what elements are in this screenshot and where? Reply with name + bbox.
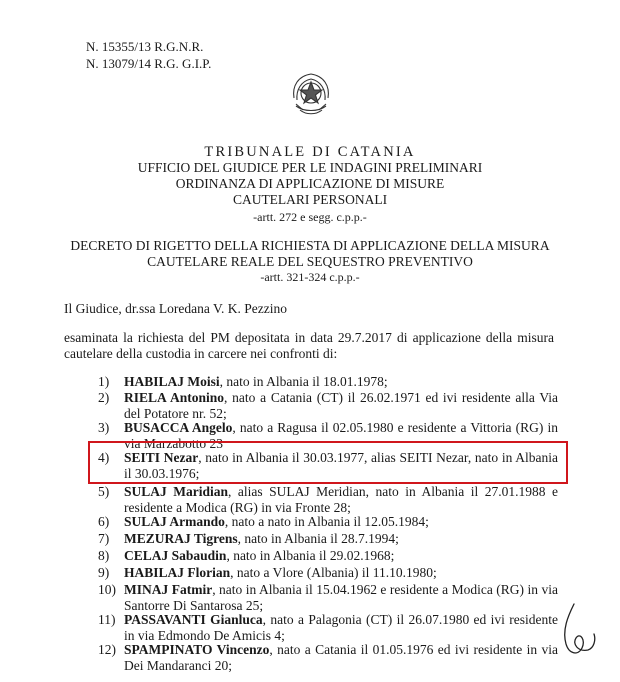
defendant-name: MEZURAJ Tigrens bbox=[124, 531, 238, 546]
defendant-name: PASSAVANTI Gianluca bbox=[124, 612, 263, 627]
measures-title: CAUTELARI PERSONALI bbox=[232, 192, 388, 207]
item-number: 2) bbox=[98, 390, 110, 405]
decree-line-2: CAUTELARE REALE DEL SEQUESTRO PREVENTIVO bbox=[147, 254, 473, 269]
decree-articles: -artt. 321-324 c.p.p.- bbox=[260, 270, 360, 284]
defendant-name: SEITI Nezar bbox=[124, 450, 199, 465]
defendant-details: , nato in Albania il 15.04.1962 e residente a Modica (RG) in via Santorre Di Santarosa 25; bbox=[124, 582, 558, 613]
defendant-details: , nato a Vlore (Albania) il 11.10.1980; bbox=[230, 565, 437, 580]
court-articles: -artt. 272 e segg. c.p.p.- bbox=[253, 210, 367, 224]
defendant-details: , alias SULAJ Meridian, nato in Albania il 27.01.1988 e residente a Modica (RG) in via Fronte 28; bbox=[124, 484, 558, 515]
highlight-box bbox=[88, 441, 568, 484]
defendant-details: , nato a nato in Albania il 12.05.1984; bbox=[224, 514, 429, 529]
item-number: 9) bbox=[98, 565, 110, 580]
defendant-details: , nato a Ragusa il 02.05.1980 e residente a Vittoria (RG) in via Marzabotto 23 bbox=[124, 420, 558, 451]
defendant-details: , nato a Catania il 01.05.1976 ed ivi residente in via Dei Mandaranci 20; bbox=[124, 642, 559, 673]
item-number: 12) bbox=[98, 642, 116, 657]
defendant-details: , nato a Palagonia (CT) il 26.07.1980 ed ivi residente in via Edmondo De Amicis 4; bbox=[124, 612, 559, 643]
item-number: 10) bbox=[98, 582, 116, 597]
defendant-name: CELAJ Sabaudin bbox=[124, 548, 227, 563]
defendant-name: MINAJ Fatmir bbox=[124, 582, 213, 597]
defendant-name: BUSACCA Angelo bbox=[124, 420, 233, 435]
item-number: 1) bbox=[98, 374, 110, 389]
defendant-name: SPAMPINATO Vincenzo bbox=[124, 642, 270, 657]
ordinance-title: ORDINANZA DI APPLICAZIONE DI MISURE bbox=[175, 176, 445, 191]
decree-line-1: DECRETO DI RIGETTO DELLA RICHIESTA DI APPLICAZIONE DELLA MISURA bbox=[70, 238, 550, 253]
defendant-name: RIELA Antonino bbox=[124, 390, 225, 405]
defendant-details: , nato in Albania il 18.01.1978; bbox=[219, 374, 388, 389]
case-numbers bbox=[86, 38, 211, 72]
item-number: 3) bbox=[98, 420, 110, 435]
defendant-details: , nato a Catania (CT) il 26.02.1971 ed ivi residente alla Via del Potatore nr. 52; bbox=[124, 390, 559, 421]
defendant-details: , nato in Albania il 30.03.1977, alias SEITI Nezar, nato in Albania il 30.03.1976; bbox=[124, 450, 558, 481]
item-number: 8) bbox=[98, 548, 110, 563]
court-office: UFFICIO DEL GIUDICE PER LE INDAGINI PRELIMINARI bbox=[137, 160, 483, 175]
rgnr-number: N. 15355/13 R.G.N.R. bbox=[86, 39, 204, 54]
judge-line: Il Giudice, dr.ssa Loredana V. K. Pezzino bbox=[64, 301, 287, 316]
item-number: 7) bbox=[98, 531, 110, 546]
defendant-details: , nato in Albania il 29.02.1968; bbox=[226, 548, 395, 563]
court-title: TRIBUNALE DI CATANIA bbox=[204, 144, 416, 160]
defendant-name: HABILAJ Florian bbox=[124, 565, 231, 580]
intro-paragraph: esaminata la richiesta del PM depositata in data 29.7.2017 di applicazione della misura cautelare della custodia in carcere nei confronti di: bbox=[64, 330, 554, 361]
defendant-name: HABILAJ Moisi bbox=[124, 374, 220, 389]
italian-republic-emblem-icon bbox=[288, 68, 334, 120]
item-number: 6) bbox=[98, 514, 110, 529]
item-number: 4) bbox=[98, 450, 110, 465]
item-number: 11) bbox=[98, 612, 116, 627]
defendant-name: SULAJ Armando bbox=[124, 514, 225, 529]
item-number: 5) bbox=[98, 484, 110, 499]
rggip-number: N. 13079/14 R.G. G.I.P. bbox=[86, 56, 212, 71]
defendant-details: , nato in Albania il 28.7.1994; bbox=[237, 531, 399, 546]
defendant-name: SULAJ Maridian bbox=[124, 484, 229, 499]
handwritten-signature bbox=[560, 600, 600, 660]
